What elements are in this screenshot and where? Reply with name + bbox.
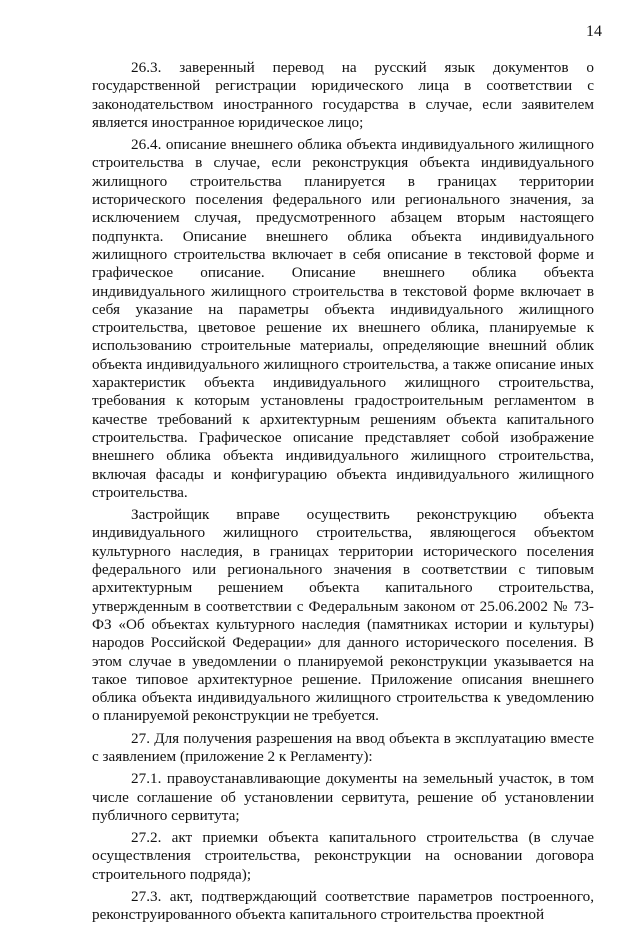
document-body bbox=[92, 59, 594, 925]
paragraph-26-3: 26.3. заверенный перевод на русский язык документов о государственной регистрации юридического лица в соответствии с законодательством иностранного государства в случае, если заявителем является иностранное юридическое лицо; bbox=[92, 59, 594, 131]
page-number: 14 bbox=[586, 23, 602, 40]
paragraph-27-2: 27.2. акт приемки объекта капитального строительства (в случае осуществления строительства, реконструкции на основании договора строительного подряда); bbox=[92, 829, 594, 883]
paragraph-27: 27. Для получения разрешения на ввод объекта в эксплуатацию вместе с заявлением (приложение 2 к Регламенту): bbox=[92, 729, 594, 765]
paragraph-27-1: 27.1. правоустанавливающие документы на земельный участок, в том числе соглашение об установлении сервитута, решение об установлении публичного сервитута; bbox=[92, 770, 594, 824]
paragraph-26-4-second: Застройщик вправе осуществить реконструкцию объекта индивидуального жилищного строительства, являющегося объектом культурного наследия, в границах территории исторического поселения федерального или регионального значения в соответствии с типовым архитектурным решением объекта капитального строительства, утвержденным в соответствии с Федеральным законом от 25.06.2002 № 73-ФЗ «Об объектах культурного наследия (памятниках истории и культуры) народов Российской Федерации» для данного исторического поселения. В этом случае в уведомлении о планируемой реконструкции указывается на такое типовое архитектурное решение. Приложение описания внешнего облика объекта индивидуального жилищного строительства к уведомлению о планируемой реконструкции не требуется. bbox=[92, 506, 594, 725]
paragraph-27-3: 27.3. акт, подтверждающий соответствие параметров построенного, реконструированного объекта капитального строительства проектной bbox=[92, 888, 594, 924]
paragraph-26-4: 26.4. описание внешнего облика объекта индивидуального жилищного строительства в случае, если реконструкция объекта индивидуального жилищного строительства планируется в границах территории исторического поселения федерального или регионального значения, за исключением случая, предусмотренного абзацем вторым настоящего подпункта. Описание внешнего облика объекта индивидуального жилищного строительства включает в себя описание в текстовой форме и графическое описание. Описание внешнего облика объекта индивидуального жилищного строительства в текстовой форме включает в себя указание на параметры объекта индивидуального жилищного строительства, цветовое решение их внешнего облика, планируемые к использованию строительные материалы, определяющие внешний облик объекта индивидуального жилищного строительства, а также описание иных характеристик объекта индивидуального жилищного строительства, требования к которым установлены градостроительным регламентом в качестве требований к архитектурным решениям объекта капитального строительства. Графическое описание представляет собой изображение внешнего облика объекта индивидуального жилищного строительства, включая фасады и конфигурацию объекта индивидуального жилищного строительства. bbox=[92, 136, 594, 501]
